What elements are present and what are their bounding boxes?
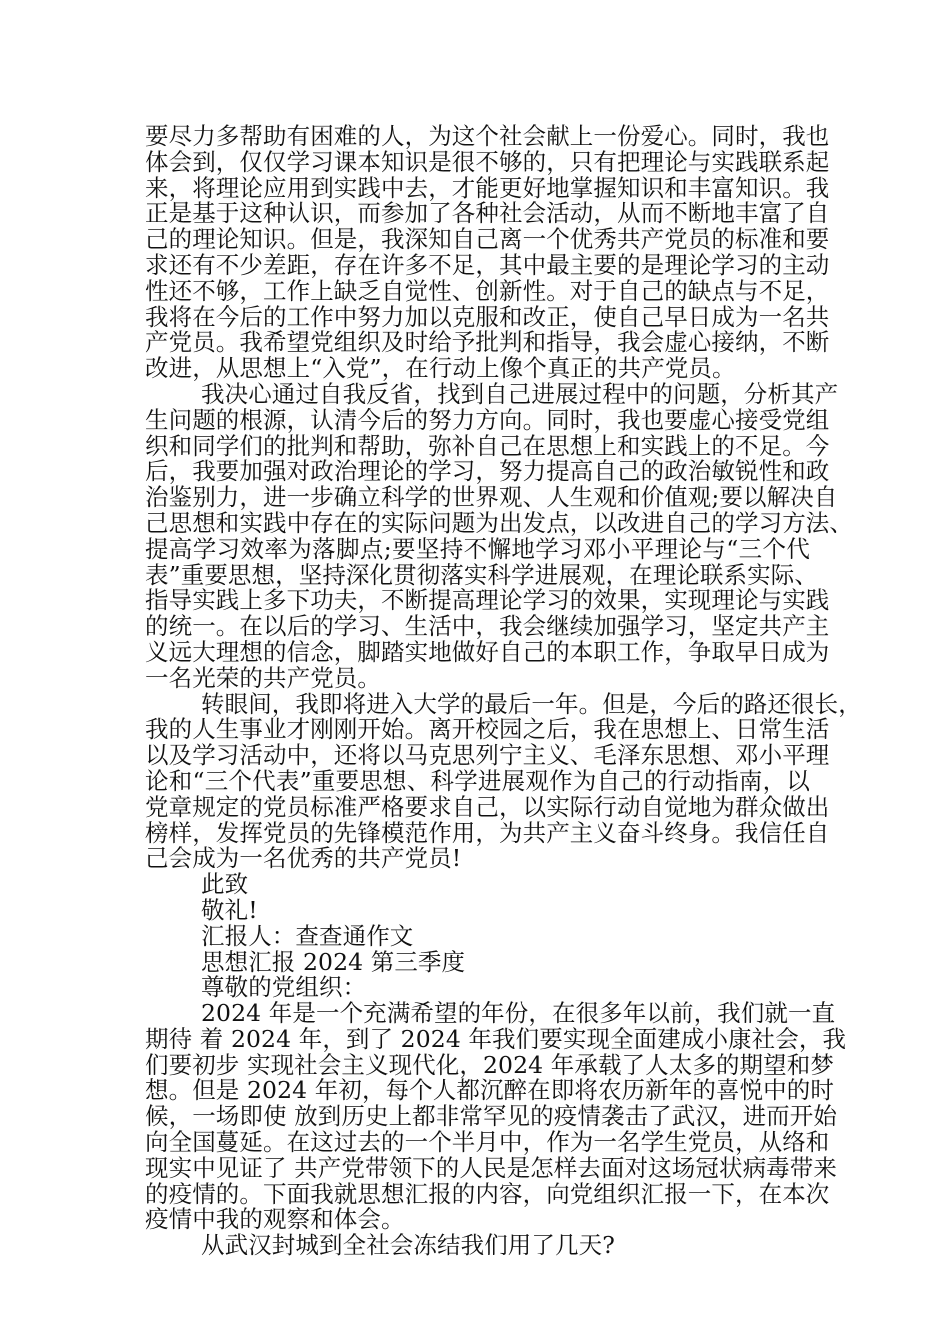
question-line: 从武汉封城到全社会冻结我们用了几天? <box>201 1231 615 1260</box>
text-line: 改进，从思想上“入党”，在行动上像个真正的共产党员。 <box>145 354 736 383</box>
text-line: 疫情中我的观察和体会。 <box>145 1205 405 1234</box>
closing-line: 敬礼! <box>201 895 258 924</box>
text-line: 以及学习活动中，还将以马克思列宁主义、毛泽东思想、邓小平理 <box>145 741 830 770</box>
report-title: 思想汇报 2024 第三季度 <box>201 947 466 976</box>
text-line: 的统一。在以后的学习、生活中，我会继续加强学习，坚定共产主 <box>145 612 830 641</box>
paragraph-2 <box>145 379 853 692</box>
text-line: 我决心通过自我反省，找到自己进展过程中的问题，分析其产 <box>201 379 839 408</box>
text-line: 治鉴别力，进一步确立科学的世界观、人生观和价值观;要以解决自 <box>145 483 838 512</box>
text-line: 一名光荣的共产党员。 <box>145 663 381 692</box>
salutation: 尊敬的党组织： <box>201 973 367 1002</box>
document-page <box>145 122 862 1260</box>
text-line: 来，将理论应用到实践中去，才能更好地掌握知识和丰富知识。我 <box>145 173 830 202</box>
text-line: 转眼间，我即将进入大学的最后一年。但是，今后的路还很长， <box>201 689 862 718</box>
text-line: 们要初步 实现社会主义现代化，2024 年承载了人太多的期望和梦 <box>145 1050 834 1079</box>
text-line: 想。但是 2024 年初，每个人都沉醉在即将农历新年的喜悦中的时 <box>145 1076 834 1105</box>
text-line: 期待 着 2024 年，到了 2024 年我们要实现全面建成小康社会，我 <box>145 1024 847 1053</box>
closing-line: 此致 <box>201 870 249 899</box>
text-line: 指导实践上多下功夫，不断提高理论学习的效果，实现理论与实践 <box>145 586 830 615</box>
text-line: 向全国蔓延。在这过去的一个半月中，作为一名学生党员，从络和 <box>145 1128 830 1157</box>
text-line: 己思想和实践中存在的实际问题为出发点，以改进自己的学习方法、 <box>145 508 853 537</box>
text-line: 表”重要思想，坚持深化贯彻落实科学进展观，在理论联系实际、 <box>145 560 818 589</box>
text-line: 提高学习效率为落脚点;要坚持不懈地学习邓小平理论与“三个代 <box>145 534 810 563</box>
text-line: 我将在今后的工作中努力加以克服和改正，使自己早日成为一名共 <box>145 302 830 331</box>
text-line: 性还不够，工作上缺乏自觉性、创新性。对于自己的缺点与不足， <box>145 276 830 305</box>
text-line: 求还有不少差距，存在许多不足，其中最主要的是理论学习的主动 <box>145 250 830 279</box>
text-line: 要尽力多帮助有困难的人，为这个社会献上一份爱心。同时，我也 <box>145 122 830 150</box>
text-line: 的疫情的。下面我就思想汇报的内容，向党组织汇报一下，在本次 <box>145 1179 830 1208</box>
text-line: 义远大理想的信念，脚踏实地做好自己的本职工作，争取早日成为 <box>145 637 830 666</box>
text-line: 织和同学们的批判和帮助，弥补自己在思想上和实践上的不足。今 <box>145 431 830 460</box>
text-line: 己的理论知识。但是，我深知自己离一个优秀共产党员的标准和要 <box>145 225 830 254</box>
text-line: 党章规定的党员标准严格要求自己，以实际行动自觉地为群众做出 <box>145 792 830 821</box>
text-line: 正是基于这种认识，而参加了各种社会活动，从而不断地丰富了自 <box>145 199 830 228</box>
text-line: 现实中见证了 共产党带领下的人民是怎样去面对这场冠状病毒带来 <box>145 1153 837 1182</box>
paragraph-1 <box>145 122 830 383</box>
text-line: 产党员。我希望党组织及时给予批判和指导，我会虚心接纳，不断 <box>145 328 830 357</box>
text-line: 己会成为一名优秀的共产党员! <box>145 844 462 873</box>
paragraph-3 <box>145 689 862 873</box>
text-line: 生问题的根源，认清今后的努力方向。同时，我也要虚心接受党组 <box>145 405 830 434</box>
text-line: 候，一场即使 放到历史上都非常罕见的疫情袭击了武汉，进而开始 <box>145 1102 837 1131</box>
text-line: 2024 年是一个充满希望的年份，在很多年以前，我们就一直 <box>201 999 836 1028</box>
text-line: 论和“三个代表”重要思想、科学进展观作为自己的行动指南，以 <box>145 766 810 795</box>
text-line: 后，我要加强对政治理论的学习，努力提高自己的政治敏锐性和政 <box>145 457 830 486</box>
text-line: 榜样，发挥党员的先锋模范作用，为共产主义奋斗终身。我信任自 <box>145 818 830 847</box>
text-line: 体会到，仅仅学习课本知识是很不够的，只有把理论与实践联系起 <box>145 147 830 176</box>
text-line: 我的人生事业才刚刚开始。离开校园之后，我在思想上、日常生活 <box>145 715 830 744</box>
reporter-line: 汇报人：查查通作文 <box>201 921 414 950</box>
paragraph-4 <box>145 999 847 1234</box>
